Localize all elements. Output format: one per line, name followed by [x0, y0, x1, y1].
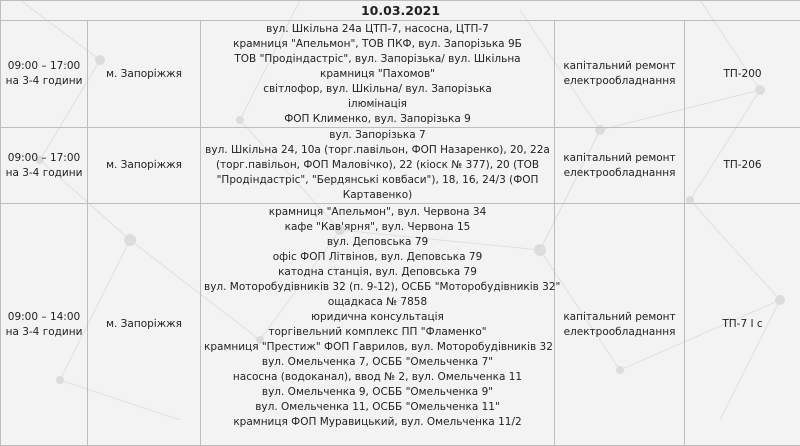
time-range: 09:00 – 17:00 [4, 59, 84, 74]
address-line: вул. Запорізька 7 [204, 128, 551, 143]
duration: на 3-4 години [4, 74, 84, 89]
address-line: світлофор, вул. Шкільна/ вул. Запорізька [204, 82, 551, 97]
substation-cell: ТП-200 [685, 21, 800, 128]
duration: на 3-4 години [4, 166, 84, 181]
time-cell [1, 204, 88, 446]
work-type-cell: капітальний ремонт електрообладнання [555, 204, 685, 446]
time-cell [1, 128, 88, 204]
address-line: кафе "Кав'ярня", вул. Червона 15 [204, 220, 551, 235]
address-line: вул. Деповська 79 [204, 235, 551, 250]
address-line: крамниця "Апельмон", ТОВ ПКФ, вул. Запорізька 9Б [204, 37, 551, 52]
address-line: крамниця "Престиж" ФОП Гаврилов, вул. Моторобудівників 32 [204, 340, 551, 355]
address-line: вул. Шкільна 24а ЦТП-7, насосна, ЦТП-7 [204, 22, 551, 37]
table-row [1, 204, 800, 446]
address-line: насосна (водоканал), ввод № 2, вул. Омельченка 11 [204, 370, 551, 385]
address-line: крамниця "Апельмон", вул. Червона 34 [204, 205, 551, 220]
addresses-cell [201, 204, 555, 446]
address-line: юридична консультація [204, 310, 551, 325]
schedule-date: 10.03.2021 [1, 1, 800, 21]
address-line: вул. Омельченка 7, ОСББ "Омельченка 7" [204, 355, 551, 370]
address-line: крамниця "Пахомов" [204, 67, 551, 82]
work-type-cell: капітальний ремонт електрообладнання [555, 128, 685, 204]
time-range: 09:00 – 14:00 [4, 310, 84, 325]
addresses-cell [201, 128, 555, 204]
address-line: ТОВ "Продіндастріс", вул. Запорізька/ вул. Шкільна [204, 52, 551, 67]
address-line: торгівельний комплекс ПП "Фламенко" [204, 325, 551, 340]
time-cell [1, 21, 88, 128]
address-line: вул. Омельченка 11, ОСББ "Омельченка 11" [204, 400, 551, 415]
city-cell: м. Запоріжжя [88, 204, 201, 446]
city-cell: м. Запоріжжя [88, 21, 201, 128]
time-range: 09:00 – 17:00 [4, 151, 84, 166]
date-header-row [1, 1, 800, 21]
duration: на 3-4 години [4, 325, 84, 340]
city-cell: м. Запоріжжя [88, 128, 201, 204]
table-row [1, 21, 800, 128]
table-row [1, 128, 800, 204]
address-line: крамниця ФОП Муравицький, вул. Омельченка 11/2 [204, 415, 551, 430]
address-line: вул. Омельченка 9, ОСББ "Омельченка 9" [204, 385, 551, 400]
address-line: катодна станція, вул. Деповська 79 [204, 265, 551, 280]
address-line: ощадкаса № 7858 [204, 295, 551, 310]
substation-cell: ТП-7 І с [685, 204, 800, 446]
address-line: вул. Моторобудівників 32 (п. 9-12), ОСББ "Моторобудівників 32" [204, 280, 551, 295]
address-line: офіс ФОП Літвінов, вул. Деповська 79 [204, 250, 551, 265]
substation-cell: ТП-206 [685, 128, 800, 204]
address-line: вул. Шкільна 24, 10а (торг.павільон, ФОП Назаренко), 20, 22а (торг.павільон, ФОП Маловічко), 22 (кіоск № 377), 20 (ТОВ "Продіндастріс", "Бердянські ковбаси"), 18, 16, 24/3 (ФОП Картавенко) [204, 143, 551, 203]
work-type-cell: капітальний ремонт електрообладнання [555, 21, 685, 128]
address-line: ілюмінація [204, 97, 551, 112]
addresses-cell [201, 21, 555, 128]
address-line: ФОП Клименко, вул. Запорізька 9 [204, 112, 551, 127]
